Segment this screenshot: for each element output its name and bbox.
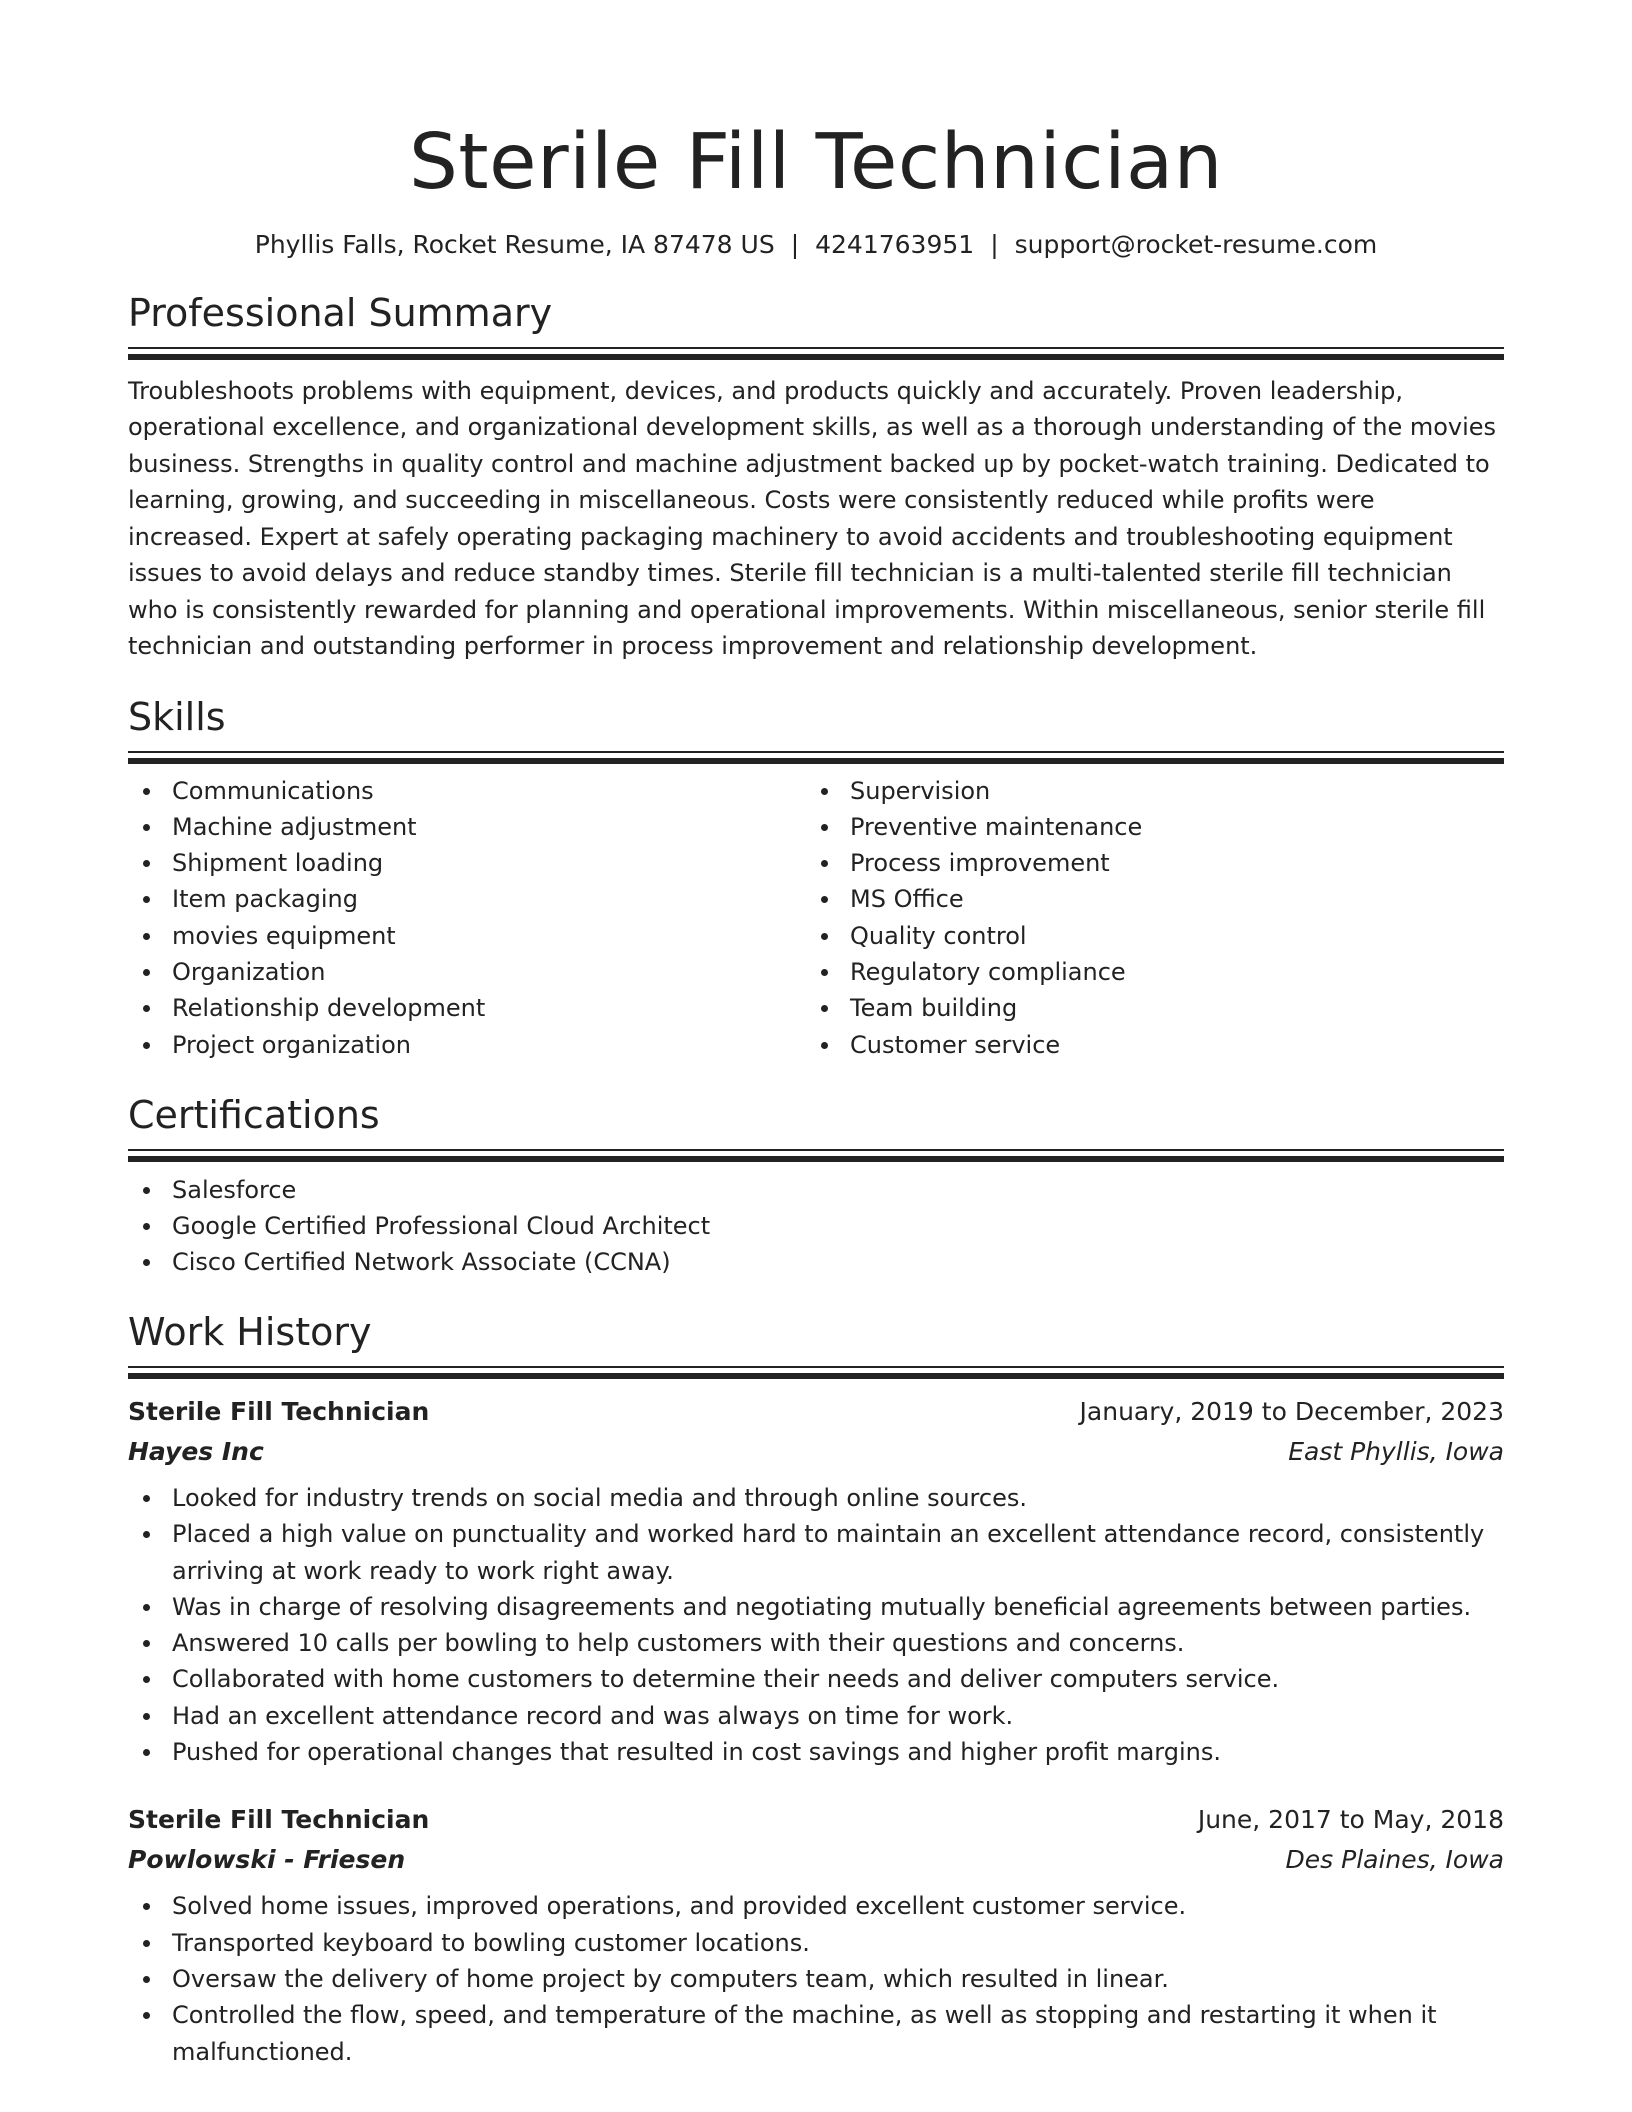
contact-separator: | [790, 229, 800, 259]
contact-separator: | [990, 229, 999, 259]
job-header-row [128, 1392, 1504, 1432]
job-bullet: Looked for industry trends on social media and through online sources. [128, 1480, 1504, 1516]
skill-item: Supervision [806, 773, 1484, 809]
job-bullet: Collaborated with home customers to determine their needs and deliver computers service. [128, 1661, 1504, 1697]
contact-email: support@rocket-resume.com [1014, 229, 1378, 259]
skill-item: Team building [806, 990, 1484, 1026]
job-location: East Phyllis, Iowa [1288, 1437, 1504, 1466]
job-bullet: Placed a high value on punctuality and worked hard to maintain an excellent attendance record, consistently arriving at work ready to work right away. [128, 1516, 1504, 1589]
job-bullets [128, 1888, 1504, 2069]
skill-item: Customer service [806, 1027, 1484, 1063]
certification-item: Cisco Certified Network Associate (CCNA) [128, 1244, 1504, 1280]
skills-section [128, 695, 1504, 1063]
section-divider [128, 751, 1504, 757]
skills-heading: Skills [128, 694, 226, 739]
job-title: Sterile Fill Technician [128, 1397, 430, 1426]
skill-item: Process improvement [806, 845, 1484, 881]
certifications-list [128, 1172, 1504, 1281]
job-bullet: Oversaw the delivery of home project by computers team, which resulted in linear. [128, 1961, 1504, 1997]
job-bullet: Solved home issues, improved operations, and provided excellent customer service. [128, 1888, 1504, 1924]
job-company: Powlowski - Friesen [128, 1845, 406, 1875]
skill-item: Item packaging [128, 881, 806, 917]
job-bullet: Was in charge of resolving disagreements and negotiating mutually beneficial agreements between parties. [128, 1589, 1504, 1625]
skill-item: Shipment loading [128, 845, 806, 881]
skill-item: Project organization [128, 1027, 806, 1063]
skill-item: Relationship development [128, 990, 806, 1026]
job-company-row [128, 1432, 1504, 1472]
contact-phone: 4241763951 [815, 229, 975, 259]
section-divider [128, 1149, 1504, 1155]
certification-item: Salesforce [128, 1172, 1504, 1208]
resume-title: Sterile Fill Technician [409, 118, 1223, 207]
skill-item: Communications [128, 773, 806, 809]
certifications-section [128, 1093, 1504, 1280]
contact-line [128, 229, 1504, 262]
skill-item: movies equipment [128, 918, 806, 954]
contact-address: Phyllis Falls, Rocket Resume, IA 87478 US [254, 229, 775, 259]
summary-text: Troubleshoots problems with equipment, devices, and products quickly and accurately. Proven leadership, operational excellence, and organizational development skills, as well as a thorough understanding of the movies business. Strengths in quality control and machine adjustment backed up by pocket-watch training. Dedicated to learning, growing, and succeeding in miscellaneous. Costs were consistently reduced while profits were increased. Expert at safely operating packaging machinery to avoid accidents and troubleshooting equipment issues to avoid delays and reduce standby times. Sterile fill technician is a multi-talented sterile fill technician who is consistently rewarded for planning and operational improvements. Within miscellaneous, senior sterile fill technician and outstanding performer in process improvement and relationship development. [128, 376, 1497, 661]
work-history-heading: Work History [128, 1310, 372, 1355]
job-location: Des Plaines, Iowa [1285, 1845, 1504, 1875]
summary-section [128, 291, 1504, 665]
work-history-section [128, 1310, 1504, 2069]
skill-item: Organization [128, 954, 806, 990]
section-divider [128, 1366, 1504, 1372]
job-bullet: Had an excellent attendance record and was always on time for work. [128, 1698, 1504, 1734]
job-bullet: Transported keyboard to bowling customer locations. [128, 1925, 1504, 1961]
job-title: Sterile Fill Technician [128, 1805, 430, 1835]
job-dates: January, 2019 to December, 2023 [1079, 1397, 1504, 1426]
skills-list-left [128, 773, 806, 1063]
job-bullets [128, 1480, 1504, 1770]
skills-columns [128, 773, 1504, 1063]
job-bullet: Answered 10 calls per bowling to help customers with their questions and concerns. [128, 1625, 1504, 1661]
skill-item: Preventive maintenance [806, 809, 1484, 845]
job-company-row [128, 1840, 1504, 1880]
job-entry [128, 1392, 1504, 1770]
job-company: Hayes Inc [128, 1437, 264, 1466]
certifications-heading: Certifications [128, 1092, 380, 1137]
resume-page [128, 0, 1504, 2070]
skills-list-right [806, 773, 1484, 1063]
summary-heading: Professional Summary [128, 291, 553, 336]
job-bullet: Controlled the flow, speed, and temperature of the machine, as well as stopping and restarting it when it malfunctioned. [128, 1997, 1504, 2070]
job-dates: June, 2017 to May, 2018 [1197, 1805, 1504, 1835]
skill-item: Quality control [806, 918, 1484, 954]
skill-item: MS Office [806, 881, 1484, 917]
job-bullet: Pushed for operational changes that resulted in cost savings and higher profit margins. [128, 1734, 1504, 1770]
job-header-row [128, 1800, 1504, 1840]
skill-item: Machine adjustment [128, 809, 806, 845]
certification-item: Google Certified Professional Cloud Architect [128, 1208, 1504, 1244]
job-entry [128, 1800, 1504, 2069]
section-divider [128, 347, 1504, 353]
skill-item: Regulatory compliance [806, 954, 1484, 990]
